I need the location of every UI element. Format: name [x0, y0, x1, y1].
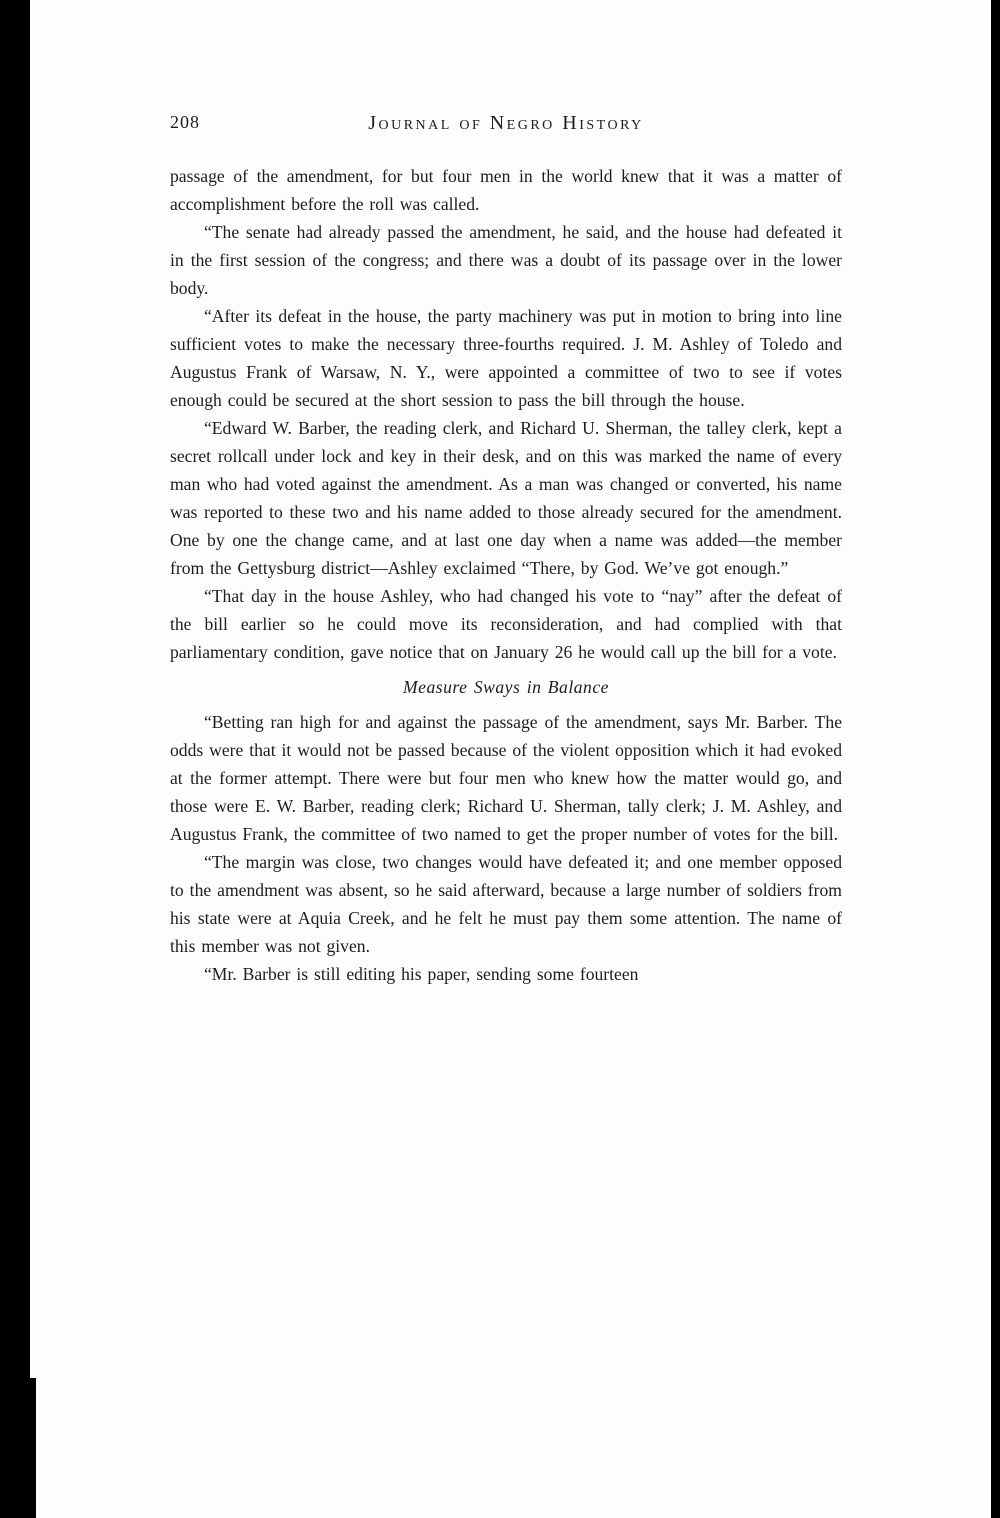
page-number: 208 — [170, 112, 200, 132]
scan-edge-bottom-left — [0, 1378, 36, 1518]
paragraph: “The margin was close, two changes would have defeated it; and one member opposed to the amendment was absent, so he said afterward, because a large number of soldiers from his state were at Aquia Creek, and he felt he must pay them some attention. The name of this member was not given. — [170, 852, 842, 956]
paragraph: “Betting ran high for and against the passage of the amendment, says Mr. Barber. The odds were that it would not be passed because of the violent opposition which it had evoked at the former attempt. There were but four men who knew how the matter would go, and those were E. W. Barber, reading clerk; Richard U. Sherman, tally clerk; J. M. Ashley, and Augustus Frank, the committee of two named to get the proper number of votes for the bill. — [170, 712, 842, 844]
paragraph-continuation: passage of the amendment, for but four men in the world knew that it was a matter of accomplishment before the roll was called. — [170, 166, 842, 214]
journal-title: Journal of Negro History — [368, 112, 644, 134]
page-content-area — [170, 112, 842, 988]
paragraph: “Edward W. Barber, the reading clerk, and Richard U. Sherman, the talley clerk, kept a secret rollcall under lock and key in their desk, and on this was marked the name of every man who had voted against the amendment. As a man was changed or converted, his name was reported to these two and his name added to those already secured for the amendment. One by one the change came, and at last one day when a name was added—the member from the Gettysburg district—Ashley exclaimed “There, by God. We’ve got enough.” — [170, 418, 842, 578]
section-heading: Measure Sways in Balance — [403, 677, 609, 697]
paragraph: “That day in the house Ashley, who had changed his vote to “nay” after the defeat of the bill earlier so he could move its reconsideration, and had complied with that parliamentary condition, gave notice that on January 26 he would call up the bill for a vote. — [170, 586, 842, 662]
page-body — [170, 162, 842, 988]
paragraph: “The senate had already passed the amendment, he said, and the house had defeated it in the first session of the congress; and there was a doubt of its passage over in the lower body. — [170, 222, 842, 298]
scan-edge-left — [0, 0, 30, 1518]
scan-edge-right — [991, 0, 1000, 1518]
page-header — [170, 112, 842, 142]
paragraph: “After its defeat in the house, the party machinery was put in motion to bring into line sufficient votes to make the necessary three-fourths required. J. M. Ashley of Toledo and Augustus Frank of Warsaw, N. Y., were appointed a committee of two to see if votes enough could be secured at the short session to pass the bill through the house. — [170, 306, 842, 410]
paragraph: “Mr. Barber is still editing his paper, sending some fourteen — [204, 964, 639, 984]
